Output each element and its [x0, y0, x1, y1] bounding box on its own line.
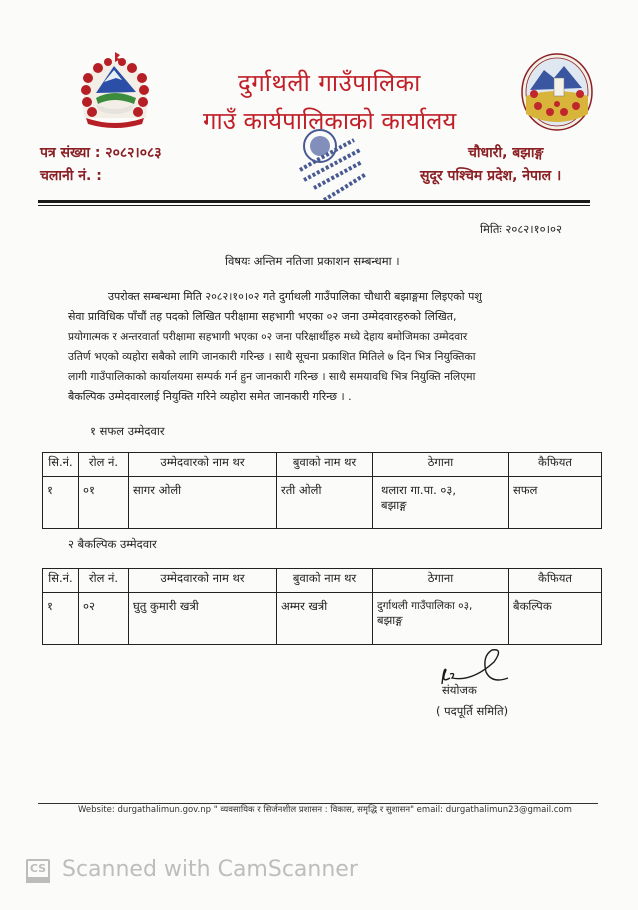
body-line-1: उपरोक्त सम्बन्धमा मिति २०८२।१०।०२ गते दुर्गाथली गाउँपालिका चौधारी बझाङ्गमा लिइएको पशु — [108, 290, 482, 303]
nepal-emblem-logo — [74, 48, 156, 130]
signatory-committee: ( पदपूर्ति समिति) — [436, 704, 509, 718]
footer-contact: Website: durgathalimun.gov.np " व्यवसायिक र सिर्जनशील प्रशासन : विकास, समृद्धि र सुशासन" email: durgathalimun23@gmail.com — [78, 805, 572, 815]
letter-date: मितिः २०८२।१०।०२ — [480, 222, 562, 236]
table-row — [43, 593, 602, 645]
address-line1: चौधारी, बझाङ्ग — [468, 145, 544, 161]
col-header-father: बुवाको नाम थर — [277, 453, 373, 477]
col-header-sn: सि.नं. — [43, 569, 79, 593]
header-divider-thick — [38, 200, 590, 203]
col-header-sn: सि.नं. — [43, 453, 79, 477]
address-line: बझाङ्ग — [377, 613, 403, 627]
cell-name: सागर ओली — [129, 477, 277, 529]
address-line2: सुदूर पश्चिम प्रदेश, नेपाल । — [420, 168, 562, 184]
cell-roll: ०१ — [79, 477, 129, 529]
col-header-address: ठेगाना — [373, 569, 509, 593]
col-header-remark: कैफियत — [509, 569, 602, 593]
cell-remark: सफल — [509, 477, 602, 529]
signatory-title: संयोजक — [442, 683, 477, 697]
office-title-line2: गाउँ कार्यपालिकाको कार्यालय — [203, 107, 457, 135]
alternate-heading: २ बैकल्पिक उम्मेदवार — [68, 537, 157, 551]
col-header-address: ठेगाना — [373, 453, 509, 477]
col-header-remark: कैफियत — [509, 453, 602, 477]
body-line-3: प्रयोगात्मक र अन्तरवार्ता परीक्षामा सहभागी भएका ०२ जना परिक्षार्थीहरु मध्ये देहाय बमोजिमका उम्मेदवार — [68, 331, 468, 343]
address-line: दुर्गाथली गाउँपालिका ०३, — [377, 600, 473, 612]
letter-number: पत्र संख्या : २०८२।०८३ — [40, 145, 162, 161]
body-line-4: उतिर्ण भएको व्यहोरा सबैको लागि जानकारी गरिन्छ । साथै सूचना प्रकाशित मितिले ७ दिन भित्र नियुक्तिका — [68, 350, 476, 363]
address-line: थलारा गा.पा. ०३, — [381, 483, 457, 497]
body-line-2: सेवा प्राविधिक पाँचौं तह पदको लिखित परीक्षामा सहभागी भएका ०२ जना उम्मेदवारहरुको लिखित, — [68, 310, 457, 323]
cell-sn: १ — [43, 477, 79, 529]
cell-father: अम्मर खत्री — [277, 593, 373, 645]
table-header-row — [43, 569, 602, 593]
col-header-roll: रोल नं. — [79, 569, 129, 593]
office-title-line1: दुर्गाथली गाउँपालिका — [238, 69, 421, 97]
table-header-row — [43, 453, 602, 477]
cell-address — [373, 593, 509, 645]
table-row — [43, 477, 602, 529]
body-line-6: बैकल्पिक उम्मेदवारलाई नियुक्ति गरिने व्यहोरा समेत जानकारी गरिन्छ । . — [68, 390, 352, 403]
cell-sn: १ — [43, 593, 79, 645]
cell-address — [373, 477, 509, 529]
dispatch-number: चलानी नं. : — [40, 168, 102, 184]
municipality-logo — [520, 52, 594, 132]
alternate-candidates-table — [42, 568, 602, 645]
camscanner-icon-text: CS — [29, 862, 47, 875]
col-header-name: उम्मेदवारको नाम थर — [129, 453, 277, 477]
office-seal-stamp — [294, 126, 374, 206]
cell-roll: ०२ — [79, 593, 129, 645]
cell-father: रती ओली — [277, 477, 373, 529]
col-header-name: उम्मेदवारको नाम थर — [129, 569, 277, 593]
camscanner-watermark: Scanned with CamScanner — [62, 857, 358, 882]
cell-name: घुतु कुमारी खत्री — [129, 593, 277, 645]
col-header-roll: रोल नं. — [79, 453, 129, 477]
successful-candidates-table — [42, 452, 602, 529]
header-divider-thin — [38, 205, 590, 206]
address-line: बझाङ्ग — [381, 498, 407, 512]
cell-remark: बैकल्पिक — [509, 593, 602, 645]
col-header-father: बुवाको नाम थर — [277, 569, 373, 593]
camscanner-icon — [26, 859, 50, 883]
body-line-5: लागी गाउँपालिकाको कार्यालयमा सम्पर्क गर्न हुन जानकारी गरिन्छ । साथै समयावधि भित्र नियुक्ति नलिएमा — [68, 370, 476, 383]
letter-subject: विषयः अन्तिम नतिजा प्रकाशन सम्बन्धमा । — [225, 254, 400, 268]
successful-heading: १ सफल उम्मेदवार — [90, 424, 165, 438]
